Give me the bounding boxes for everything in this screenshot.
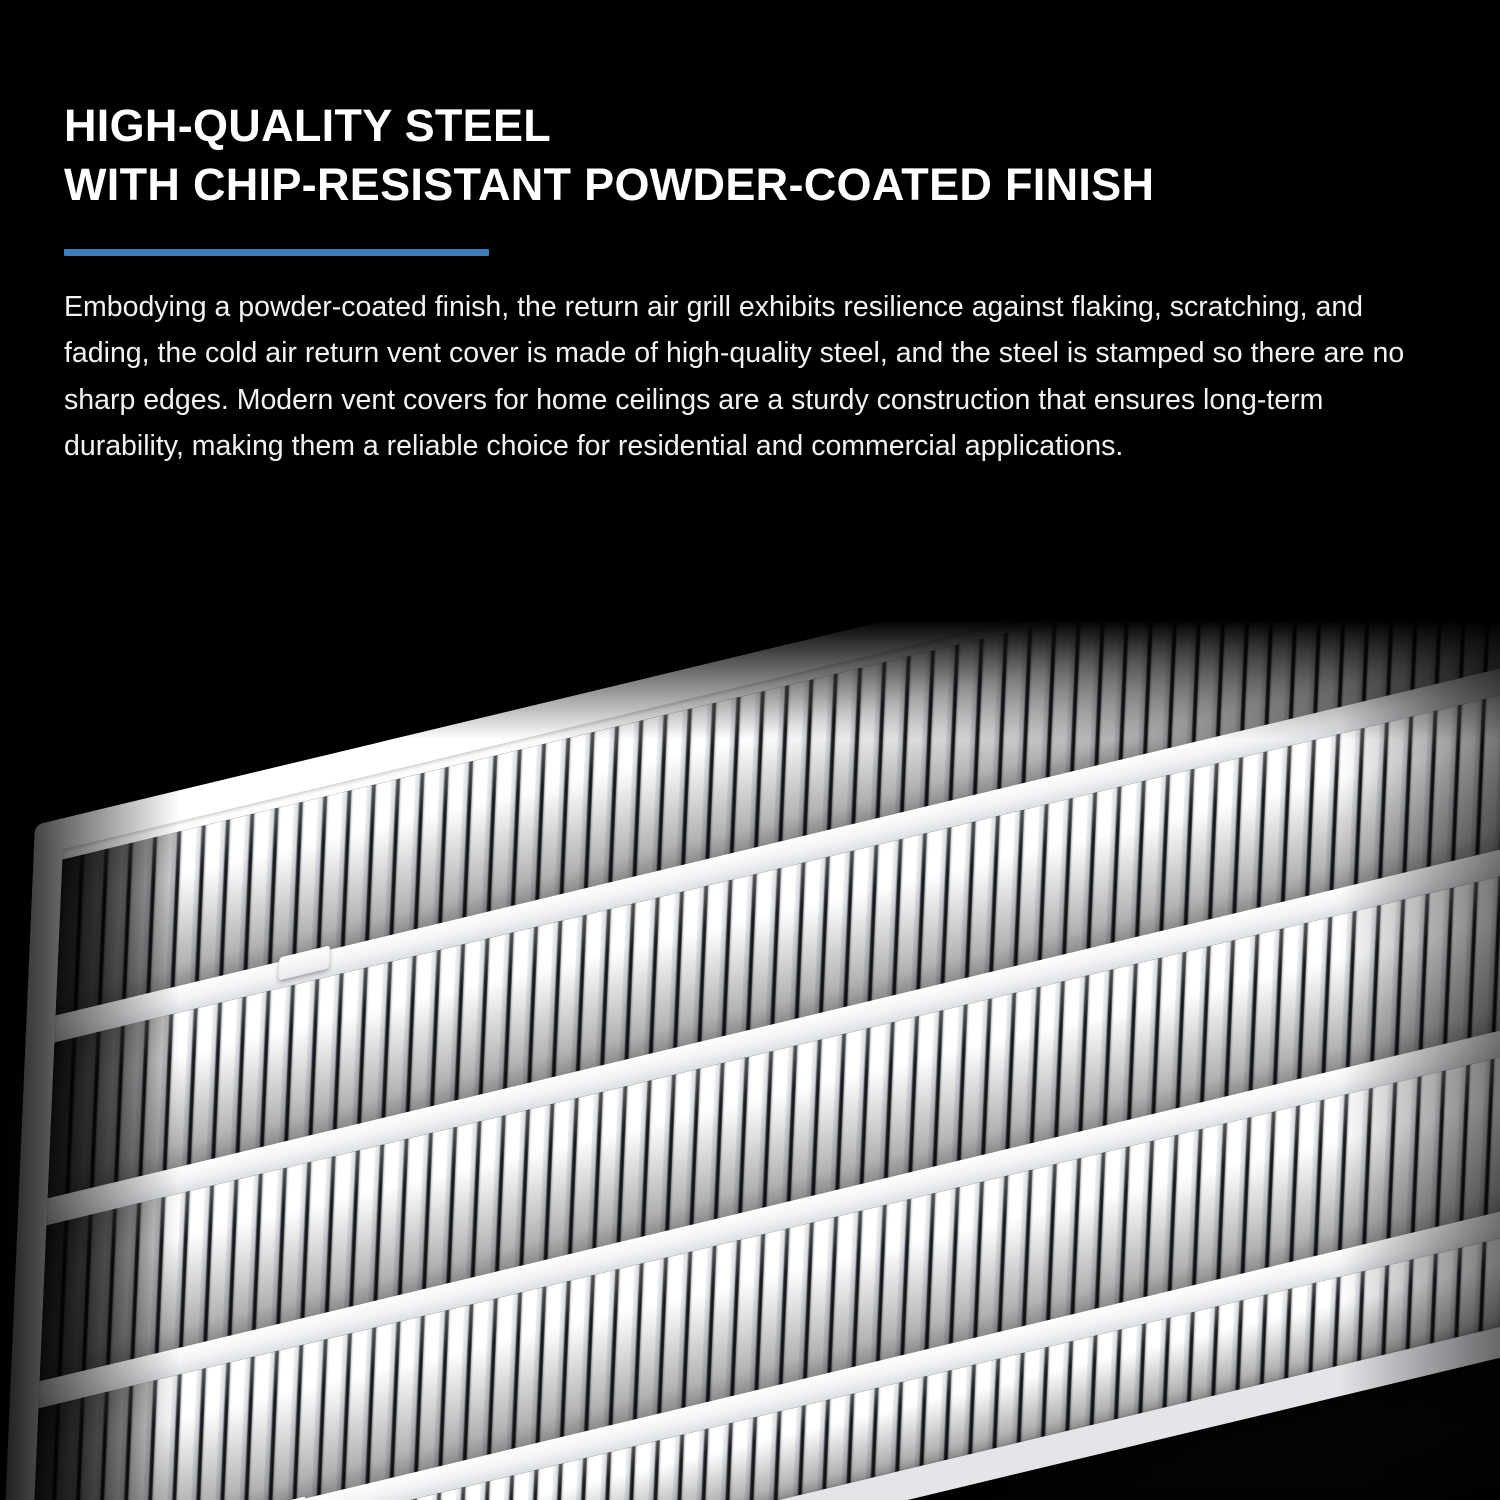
headline-line-2: WITH CHIP-RESISTANT POWDER-COATED FINISH bbox=[64, 159, 1155, 211]
bank-shadow-wedge bbox=[48, 1014, 171, 1198]
return-air-grille bbox=[0, 620, 1500, 1500]
copy-block bbox=[64, 96, 1444, 498]
body-paragraph: Embodying a powder-coated finish, the return air grill exhibits resilience against flaking, scratching, and fading, the cold air return vent cover is made of high-quality steel, and the steel is stamped so there are no sharp edges. Modern vent covers for home ceilings are a sturdy construction that ensures long-term durability, making them a reliable choice for residential and commercial applications. bbox=[64, 290, 1405, 463]
product-photo bbox=[0, 620, 1500, 1500]
bank-shadow-wedge bbox=[56, 832, 179, 1016]
accent-divider bbox=[64, 249, 489, 256]
bank-shadow-wedge bbox=[40, 1197, 163, 1381]
grille-assembly bbox=[0, 620, 1500, 1500]
page-title bbox=[64, 96, 1444, 215]
headline-line-1: HIGH-QUALITY STEEL bbox=[64, 100, 552, 151]
